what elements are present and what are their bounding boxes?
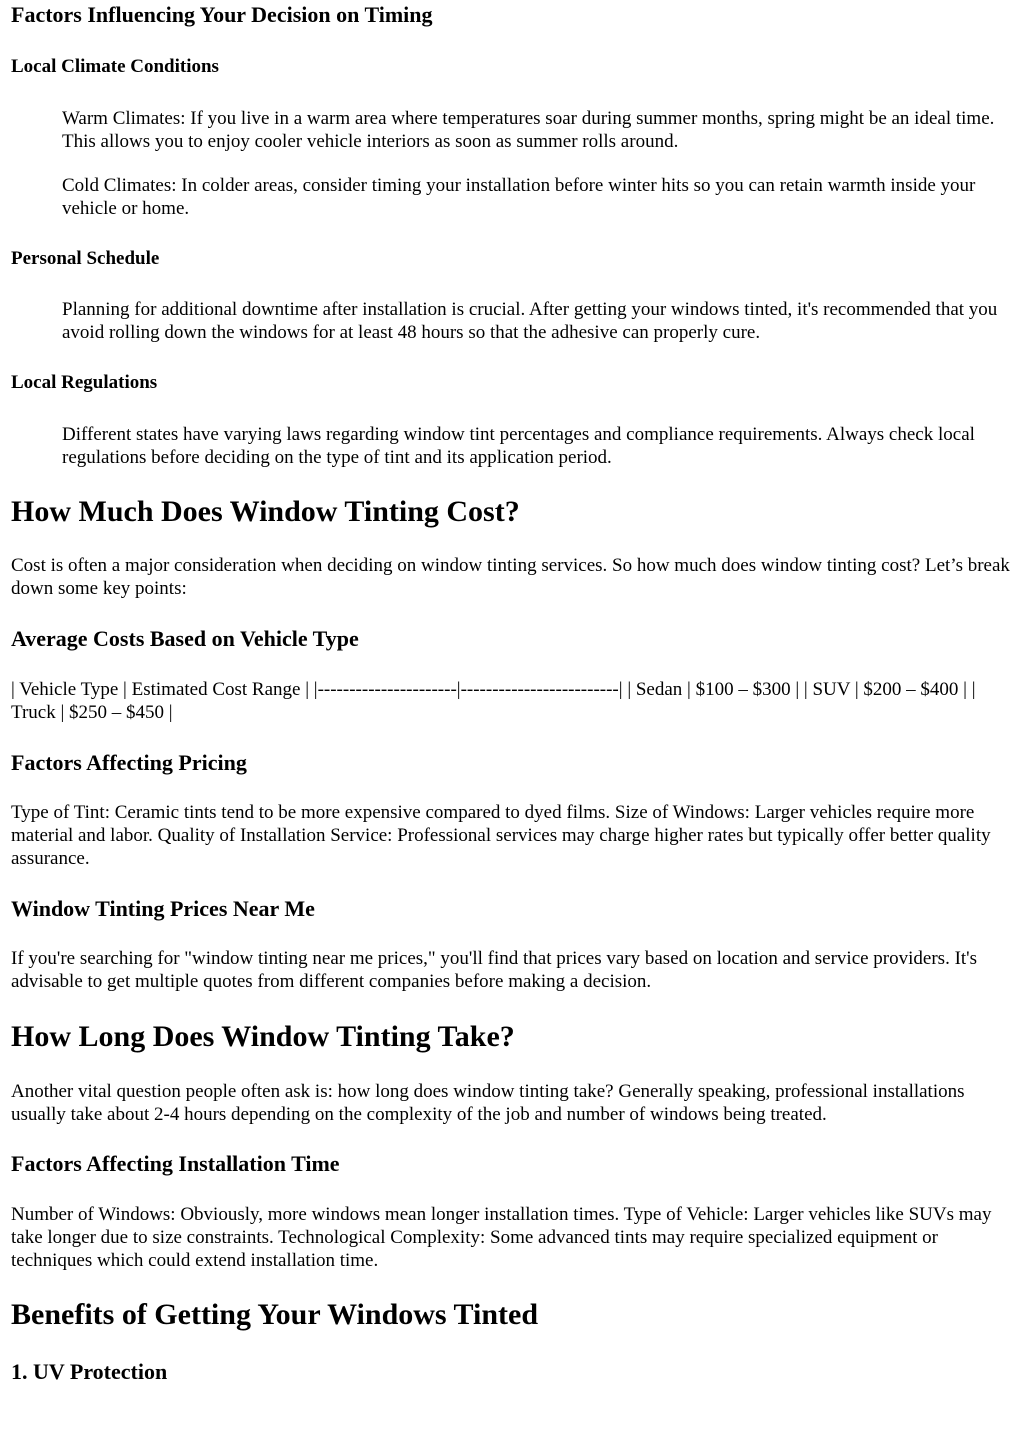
uv-protection-heading: 1. UV Protection [11, 1359, 168, 1384]
cost-heading: How Much Does Window Tinting Cost? [11, 495, 520, 528]
timing-heading: Factors Influencing Your Decision on Timing [11, 2, 433, 27]
cost-intro: Cost is often a major consideration when deciding on window tinting services. So how much does window tinting cost? Let’s break down some key points: [11, 555, 1010, 599]
pricing-factors-heading: Factors Affecting Pricing [11, 750, 247, 775]
warm-climate-text: Warm Climates: If you live in a warm area where temperatures soar during summer months, spring might be an ideal time. This allows you to enjoy cooler vehicle interiors as soon as summer rolls around. [62, 108, 995, 152]
regulations-heading: Local Regulations [11, 372, 158, 393]
benefits-heading: Benefits of Getting Your Windows Tinted [11, 1298, 539, 1331]
duration-heading: How Long Does Window Tinting Take? [11, 1020, 515, 1053]
average-costs-heading: Average Costs Based on Vehicle Type [11, 626, 359, 651]
duration-intro: Another vital question people often ask is: how long does window tinting take? Generally speaking, professional installations usually take about 2-4 hours depending on the complexity of the job and number of windows being treated. [11, 1081, 965, 1125]
climate-heading: Local Climate Conditions [11, 56, 219, 77]
installation-time-heading: Factors Affecting Installation Time [11, 1151, 340, 1176]
regulations-text: Different states have varying laws regarding window tint percentages and compliance requirements. Always check local regulations before deciding on the type of tint and its application period. [62, 424, 975, 468]
schedule-text: Planning for additional downtime after installation is crucial. After getting your windows tinted, it's recommended that you avoid rolling down the windows for at least 48 hours so that the adhesive can properly cure. [62, 299, 998, 343]
prices-near-me-heading: Window Tinting Prices Near Me [11, 896, 315, 921]
prices-near-me-text: If you're searching for "window tinting near me prices," you'll find that prices vary based on location and service providers. It's advisable to get multiple quotes from different companies before making a decision. [11, 948, 977, 992]
cold-climate-text: Cold Climates: In colder areas, consider timing your installation before winter hits so you can retain warmth inside your vehicle or home. [62, 175, 976, 219]
schedule-heading: Personal Schedule [11, 248, 160, 269]
installation-time-text: Number of Windows: Obviously, more windows mean longer installation times. Type of Vehicle: Larger vehicles like SUVs may take longer due to size constraints. Technological Complexity: Some advanced tints may require specialized equipment or techniques which could extend installation time. [11, 1204, 992, 1271]
pricing-factors-text: Type of Tint: Ceramic tints tend to be more expensive compared to dyed films. Size of Windows: Larger vehicles require more material and labor. Quality of Installation Service: Professional services may charge higher rates but typically offer better quality assurance. [11, 802, 991, 869]
cost-table-text: | Vehicle Type | Estimated Cost Range | |----------------------|-------------------------| | Sedan | $100 – $300 | | SUV | $200 – $400 | | Truck | $250 – $450 | [11, 679, 976, 723]
